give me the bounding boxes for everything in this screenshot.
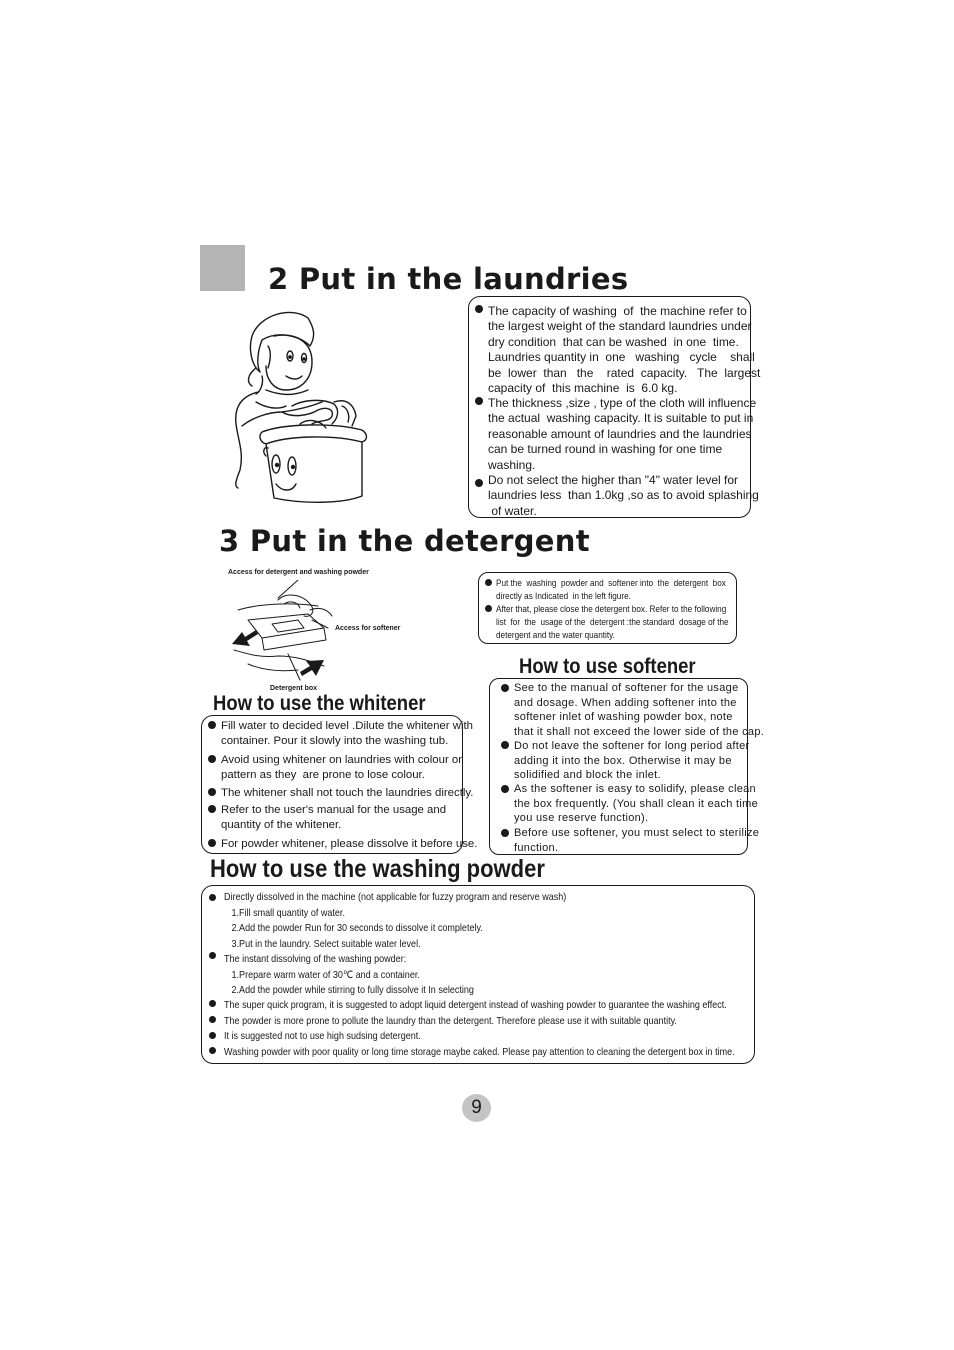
whitener-note-5-text: For powder whitener, please dissolve it before use. [221, 838, 478, 850]
whitener-note-3-text: The whitener shall not touch the laundries directly. [221, 787, 474, 799]
bullet-dot [209, 1000, 216, 1007]
bullet-dot [501, 785, 509, 793]
softener-note-4-text: Before use softener, you must select to sterilize function. [514, 827, 760, 854]
powder-note-3-text: The super quick program, it is suggested to adopt liquid detergent instead of washing powder to guarantee the washing effect. [224, 999, 727, 1011]
bullet-dot [208, 755, 216, 763]
bullet-dot [501, 829, 509, 837]
bullet-dot [485, 605, 492, 612]
laundry-note-3-text: Do not select the higher than "4" water level for laundries less than 1.0kg ,so as to avoid splashing of water. [488, 473, 759, 518]
whitener-note-2-text: Avoid using whitener on laundries with colour or pattern as they are prone to lose colour. [221, 754, 463, 782]
caption-access-detergent: Access for detergent and washing powder [228, 569, 369, 576]
woman-loading-laundry-illustration [222, 306, 382, 508]
whitener-note-4-text: Refer to the user's manual for the usage and quantity of the whitener. [221, 804, 447, 832]
detergent-note-2-text: After that, please close the detergent box. Refer to the following list for the usage of the detergent :the standard dosage of the detergent and the water quantity. [496, 604, 729, 641]
whitener-title: How to use the whitener [213, 692, 426, 715]
bullet-dot [209, 1047, 216, 1054]
detergent-box-illustration [228, 580, 338, 684]
softener-title: How to use softener [519, 655, 696, 678]
powder-note-2-text: The instant dissolving of the washing powder: 1.Prepare warm water of 30℃ and a container. 2.Add the powder while stirring to fully dissolve it In selecting [224, 953, 474, 996]
softener-note-2-text: Do not leave the softener for long period after adding it into the box. Otherwise it may be solidified and block the inlet. [514, 740, 750, 781]
powder-note-6-text: Washing powder with poor quality or long time storage maybe caked. Please pay attention to cleaning the detergent box in time. [224, 1046, 735, 1058]
washing-powder-notes [201, 885, 755, 1064]
laundry-capacity-notes [468, 296, 761, 518]
bullet-dot [209, 1016, 216, 1023]
softener-notes [489, 678, 765, 855]
laundry-note-2-text: The thickness ,size , type of the cloth will influence the actual washing capacity. It is suitable to put in reasonable amount of laundries and the laundries can be turned round in washing for one time washing. [488, 396, 757, 472]
section-2-title: 2 Put in the laundries [268, 262, 629, 296]
bullet-dot [209, 894, 216, 901]
bullet-dot [501, 741, 509, 749]
bullet-dot [475, 305, 483, 313]
bullet-dot [209, 952, 216, 959]
bullet-dot [485, 579, 492, 586]
bullet-dot [208, 788, 216, 796]
bullet-dot [475, 479, 483, 487]
bullet-dot [208, 805, 216, 813]
laundry-note-1-text: The capacity of washing of the machine refer to the largest weight of the standard laundries under dry condition that can be washed in one time. Laundries quantity in one washing cycle shall be lower than the rated capacity. The largest capacity of this machine is 6.0 kg. [488, 304, 761, 396]
bullet-dot [208, 839, 216, 847]
bullet-dot [209, 1032, 216, 1039]
detergent-note-1-text: Put the washing powder and softener into the detergent box directly as Indicated in the left figure. [496, 578, 726, 602]
whitener-note-1-text: Fill water to decided level .Dilute the whitener with container. Pour it slowly into the washing tub. [221, 720, 473, 748]
softener-note-1-text: See to the manual of softener for the usage and dosage. When adding softener into the softener inlet of washing powder box, note that it shall not exceed the lower side of the cap. [514, 682, 765, 738]
bullet-dot [208, 721, 216, 729]
washing-powder-title: How to use the washing powder [210, 855, 545, 883]
caption-detergent-box: Detergent box [270, 685, 318, 692]
caption-access-softener: Access for softener [335, 625, 401, 632]
bullet-dot [501, 684, 509, 692]
section-marker [200, 245, 245, 291]
powder-note-4-text: The powder is more prone to pollute the laundry than the detergent. Therefore please use it with suitable quantity. [224, 1015, 677, 1027]
bullet-dot [475, 397, 483, 405]
section-3-title: 3 Put in the detergent [219, 524, 590, 558]
whitener-notes [201, 715, 478, 854]
powder-note-5-text: It is suggested not to use high sudsing detergent. [224, 1030, 421, 1042]
softener-note-3-text: As the softener is easy to solidify, please clean the box frequently. (You shall clean it each time you use reserve function). [514, 783, 759, 824]
page-number: 9 [462, 1094, 491, 1122]
detergent-usage-notes [478, 572, 737, 644]
powder-note-1-text: Directly dissolved in the machine (not applicable for fuzzy program and reserve wash) 1.Fill small quantity of water. 2.Add the powder Run for 30 seconds to dissolve it completely. 3.Put in the laundry. Select suitable water level. [224, 891, 567, 950]
